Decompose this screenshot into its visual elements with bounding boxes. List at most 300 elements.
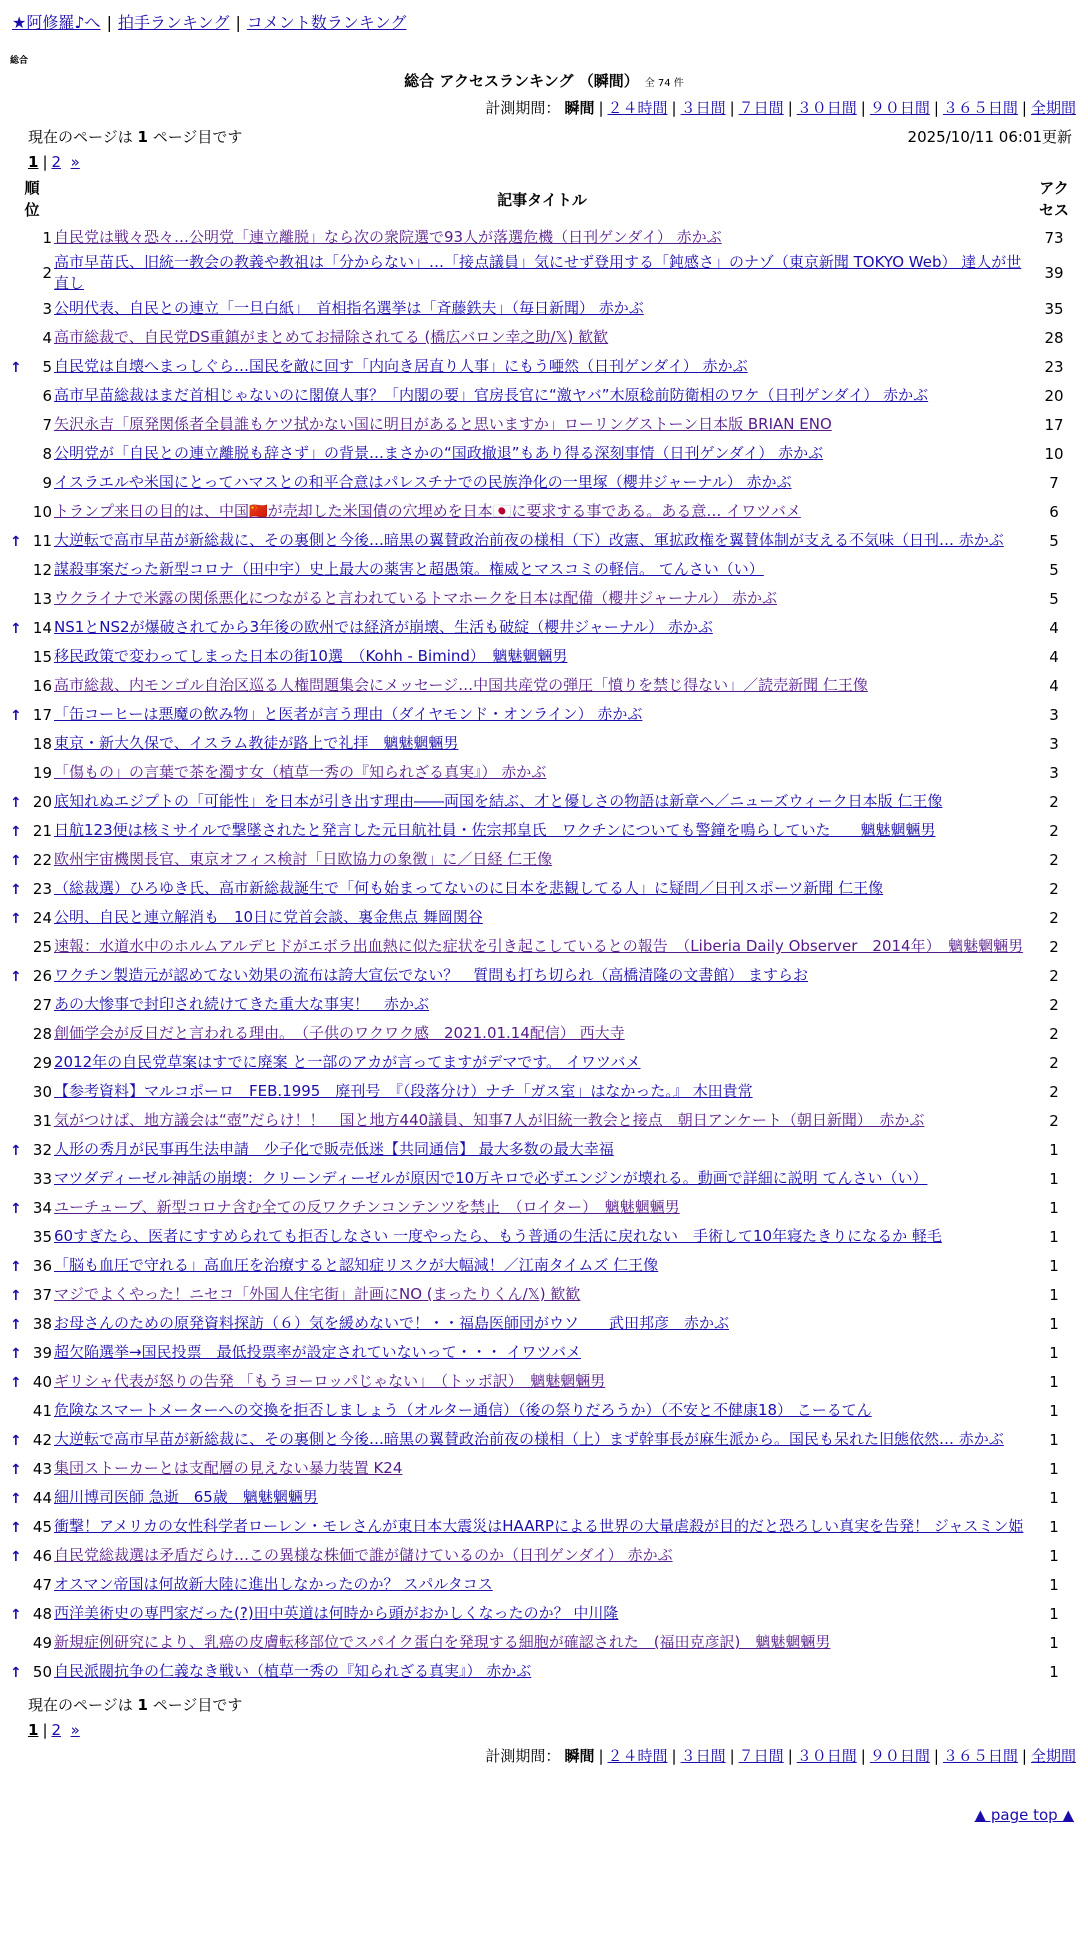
title-cell — [54, 1193, 1030, 1222]
table-row — [10, 294, 1078, 323]
comment-ranking-link[interactable]: コメント数ランキング — [246, 13, 407, 32]
article-link[interactable]: 自民派閥抗争の仁義なき戦い（植草一秀の『知られざる真実』） 赤かぶ — [54, 1662, 532, 1680]
access-count: 1 — [1049, 1314, 1059, 1333]
table-row — [10, 1251, 1078, 1280]
header-title: 記事タイトル — [497, 190, 587, 209]
up-arrow-icon: ↑ — [10, 1461, 22, 1478]
rank-cell — [10, 252, 54, 294]
page-info — [10, 126, 1078, 147]
article-link[interactable]: 自民党は自壊へまっしぐら…国民を敵に回す「内向き居直り人事」にもう唖然（日刊ゲンダイ） 赤かぶ — [54, 357, 748, 375]
article-link[interactable]: 「缶コーヒーは悪魔の飲み物」と医者が言う理由（ダイヤモンド・オンライン） 赤かぶ — [54, 705, 643, 723]
table-row — [10, 1570, 1078, 1599]
period-90d-link[interactable]: ９０日間 — [869, 99, 930, 117]
access-count: 1 — [1049, 1633, 1059, 1652]
table-row — [10, 671, 1078, 700]
access-count: 2 — [1049, 966, 1059, 985]
access-count: 7 — [1049, 473, 1059, 492]
article-link[interactable]: 移民政策で変わってしまった日本の街10選 （Kohh - Bimind） 魑魅魍魎男 — [54, 647, 568, 665]
table-row — [10, 223, 1078, 252]
article-link[interactable]: あの大惨事で封印され続けてきた重大な事実！ 赤かぶ — [54, 995, 430, 1013]
rank-cell — [10, 584, 54, 613]
title-cell — [54, 1454, 1030, 1483]
access-count: 73 — [1044, 228, 1064, 247]
access-count: 4 — [1049, 647, 1059, 666]
access-count: 1 — [1049, 1285, 1059, 1304]
pager-page-2[interactable]: 2 — [51, 1721, 62, 1739]
rank-cell — [10, 526, 54, 555]
rank-cell — [10, 613, 54, 642]
rank-number: 6 — [42, 386, 52, 405]
rank-number: 33 — [32, 1169, 52, 1188]
access-count: 1 — [1049, 1372, 1059, 1391]
up-arrow-icon: ↑ — [10, 968, 22, 985]
rank-cell — [10, 1657, 54, 1686]
period-all-link[interactable]: 全期間 — [1030, 1747, 1076, 1765]
rank-number: 29 — [32, 1053, 52, 1072]
header-rank: 順位 — [24, 179, 40, 219]
title-cell — [54, 874, 1030, 903]
access-count: 28 — [1044, 328, 1064, 347]
access-count: 2 — [1049, 908, 1059, 927]
rank-cell — [10, 729, 54, 758]
rank-number: 15 — [32, 647, 52, 666]
up-arrow-icon: ↑ — [10, 1548, 22, 1565]
period-365d-link[interactable]: ３６５日間 — [942, 1747, 1018, 1765]
rank-number: 9 — [42, 473, 52, 492]
table-row — [10, 555, 1078, 584]
title-cell — [54, 1483, 1030, 1512]
ranking-title: 総合 アクセスランキング （瞬間） — [404, 72, 639, 90]
table-row — [10, 410, 1078, 439]
table-row — [10, 1309, 1078, 1338]
article-link[interactable]: 衝撃！アメリカの女性科学者ローレン・モレさんが東日本大震災はHAARPによる世界の大量虐殺が目的だと恐ろしい真実を告発！ ジャスミン姫 — [54, 1517, 1024, 1535]
title-cell — [54, 352, 1030, 381]
title-cell — [54, 1077, 1030, 1106]
article-link[interactable]: （総裁選）ひろゆき氏、高市新総裁誕生で「何も始まってないのに日本を悲観してる人」に疑問／日刊スポーツ新聞 仁王像 — [54, 879, 884, 897]
period-24h-link[interactable]: ２４時間 — [607, 1747, 668, 1765]
rank-cell — [10, 1367, 54, 1396]
rank-cell — [10, 1396, 54, 1425]
access-count: 2 — [1049, 995, 1059, 1014]
title-cell — [54, 1106, 1030, 1135]
access-count: 1 — [1049, 1227, 1059, 1246]
access-count: 4 — [1049, 618, 1059, 637]
rank-number: 41 — [32, 1401, 52, 1420]
access-count: 5 — [1049, 589, 1059, 608]
period-label: 計測期間： — [485, 99, 561, 117]
period-90d-link[interactable]: ９０日間 — [869, 1747, 930, 1765]
rank-cell — [10, 816, 54, 845]
up-arrow-icon: ↑ — [10, 359, 22, 376]
rank-cell — [10, 497, 54, 526]
rank-number: 13 — [32, 589, 52, 608]
article-link[interactable]: 細川博司医師 急逝 65歳 魑魅魍魎男 — [54, 1488, 318, 1506]
rank-number: 36 — [32, 1256, 52, 1275]
title-cell — [54, 323, 1030, 352]
table-row — [10, 584, 1078, 613]
up-arrow-icon: ↑ — [10, 707, 22, 724]
article-link[interactable]: 大逆転で高市早苗が新総裁に、その裏側と今後…暗黒の翼賛政治前夜の様相（上）まず幹事長が麻生派から。国民も呆れた旧態依然… 赤かぶ — [54, 1430, 1004, 1448]
rank-number: 47 — [32, 1575, 52, 1594]
total-count: 全 74 件 — [644, 78, 684, 89]
rank-cell — [10, 1425, 54, 1454]
article-link[interactable]: マツダディーゼル神話の崩壊：クリーンディーゼルが原因で10万キロで必ずエンジンが壊れる。動画で詳細に説明 てんさい（い） — [54, 1169, 928, 1187]
rank-number: 18 — [32, 734, 52, 753]
table-row — [10, 1396, 1078, 1425]
table-row — [10, 1657, 1078, 1686]
table-row — [10, 252, 1078, 294]
title-cell — [54, 1570, 1030, 1599]
article-link[interactable]: 高市早苗総裁はまだ首相じゃないのに閣僚人事？「内閣の要」官房長官に“激ヤバ”木原稔前防衛相のワケ（日刊ゲンダイ） 赤かぶ — [54, 386, 929, 404]
table-row — [10, 1454, 1078, 1483]
article-link[interactable]: ギリシャ代表が怒りの告発 「もうヨーロッパじゃない」 （トッポ訳） 魑魅魍魎男 — [54, 1372, 606, 1390]
up-arrow-icon: ↑ — [10, 1200, 22, 1217]
up-arrow-icon: ↑ — [10, 1316, 22, 1333]
article-link[interactable]: 謀殺事案だった新型コロナ（田中宇）史上最大の薬害と超愚策。権威とマスコミの軽信。 てんさい（い） — [54, 560, 764, 578]
table-header — [10, 175, 1078, 223]
up-arrow-icon: ↑ — [10, 1287, 22, 1304]
title-cell — [54, 758, 1030, 787]
rank-number: 22 — [32, 850, 52, 869]
up-arrow-icon: ↑ — [10, 823, 22, 840]
rank-cell — [10, 1483, 54, 1512]
table-row — [10, 1599, 1078, 1628]
up-arrow-icon: ↑ — [10, 910, 22, 927]
rank-cell — [10, 845, 54, 874]
clap-ranking-link[interactable]: 拍手ランキング — [117, 13, 230, 32]
article-link[interactable]: ウクライナで米露の関係悪化につながると言われているトマホークを日本は配備（櫻井ジャーナル） 赤かぶ — [54, 589, 777, 607]
up-arrow-icon: ↑ — [10, 1664, 22, 1681]
table-row — [10, 1164, 1078, 1193]
article-link[interactable]: 欧州宇宙機関長官、東京オフィス検討「日欧協力の象徴」に／日経 仁王像 — [54, 850, 553, 868]
table-row — [10, 816, 1078, 845]
ranking-body — [10, 223, 1078, 1686]
rank-cell — [10, 700, 54, 729]
title-cell — [54, 381, 1030, 410]
up-arrow-icon: ↑ — [10, 1142, 22, 1159]
period-30d-link[interactable]: ３０日間 — [796, 1747, 857, 1765]
rank-number: 12 — [32, 560, 52, 579]
table-row — [10, 729, 1078, 758]
rank-number: 20 — [32, 792, 52, 811]
article-link[interactable]: ユーチューブ、新型コロナ含む全ての反ワクチンコンテンツを禁止 （ロイター） 魑魅魍魎男 — [54, 1198, 680, 1216]
article-link[interactable]: 公明、自民と連立解消も 10日に党首会談、裏金焦点 舞岡関谷 — [54, 908, 483, 926]
access-count: 1 — [1049, 1575, 1059, 1594]
article-link[interactable]: 公明代表、自民との連立「一旦白紙」 首相指名選挙は「斉藤鉄夫」（毎日新聞） 赤かぶ — [54, 299, 644, 317]
article-link[interactable]: マジでよくやった！ニセコ「外国人住宅街」計画にNO (まったりくん/𝕏) 歓歓 — [54, 1285, 581, 1303]
up-arrow-icon: ↑ — [10, 620, 22, 637]
page-info-bottom — [10, 1694, 1078, 1715]
article-link[interactable]: 2012年の自民党草案はすでに廃案 と一部のアカが言ってますがデマです。 イワツバメ — [54, 1053, 641, 1071]
rank-cell — [10, 410, 54, 439]
title-cell — [54, 1541, 1030, 1570]
title-cell — [54, 223, 1030, 252]
header-access: アクセス — [1038, 179, 1069, 219]
article-link[interactable]: NS1とNS2が爆破されてから3年後の欧州では経済が崩壊、生活も破綻（櫻井ジャーナル） 赤かぶ — [54, 618, 713, 636]
title-cell — [54, 1280, 1030, 1309]
table-row — [10, 381, 1078, 410]
article-link[interactable]: 「脳も血圧で守れる」高血圧を治療すると認知症リスクが大幅減！／江南タイムズ 仁王像 — [54, 1256, 659, 1274]
table-row — [10, 961, 1078, 990]
rank-cell — [10, 1222, 54, 1251]
title-cell — [54, 787, 1030, 816]
title-cell — [54, 439, 1030, 468]
rank-number: 17 — [32, 705, 52, 724]
access-count: 1 — [1049, 1430, 1059, 1449]
article-link[interactable]: 底知れぬエジプトの「可能性」を日本が引き出す理由――両国を結ぶ、才と優しさの物語は新章へ／ニューズウィーク日本版 仁王像 — [54, 792, 943, 810]
period-3d-link[interactable]: ３日間 — [680, 99, 726, 117]
current-page-text: 現在のページは 1 ページ目です — [28, 1696, 243, 1714]
rank-cell — [10, 1338, 54, 1367]
access-count: 20 — [1044, 386, 1064, 405]
title-cell — [54, 1657, 1030, 1686]
rank-number: 45 — [32, 1517, 52, 1536]
access-count: 2 — [1049, 1024, 1059, 1043]
title-cell — [54, 1048, 1030, 1077]
access-count: 2 — [1049, 1082, 1059, 1101]
rank-number: 3 — [42, 299, 52, 318]
title-cell — [54, 729, 1030, 758]
rank-cell — [10, 294, 54, 323]
up-arrow-icon: ↑ — [10, 852, 22, 869]
title-cell — [54, 1019, 1030, 1048]
title-cell — [54, 671, 1030, 700]
article-link[interactable]: 60すぎたら、医者にすすめられても拒否しなさい 一度やったら、もう普通の生活に戻れない 手術して10年寝たきりになるか 軽毛 — [54, 1227, 942, 1245]
up-arrow-icon: ↑ — [10, 794, 22, 811]
title-cell — [54, 816, 1030, 845]
article-link[interactable]: 矢沢永吉「原発関係者全員誰もケツ拭かない国に明日があると思いますか」ローリングストーン日本版 BRIAN ENO — [54, 415, 832, 433]
table-row — [10, 787, 1078, 816]
access-count: 2 — [1049, 792, 1059, 811]
title-cell — [54, 497, 1030, 526]
table-row — [10, 1367, 1078, 1396]
period-current: 瞬間 — [564, 99, 595, 117]
access-count: 2 — [1049, 850, 1059, 869]
separator: | — [106, 13, 112, 32]
access-count: 3 — [1049, 763, 1059, 782]
title-cell — [54, 468, 1030, 497]
table-row — [10, 874, 1078, 903]
rank-number: 24 — [32, 908, 52, 927]
article-link[interactable]: ワクチン製造元が認めてない効果の流布は誇大宣伝でない？ 質問も打ち切られ（高橋清隆の文書館） ますらお — [54, 966, 809, 984]
period-all-link[interactable]: 全期間 — [1030, 99, 1076, 117]
article-link[interactable]: 公明党が「自民との連立離脱も辞さず」の背景…まさかの“国政撤退”もあり得る深刻事情（日刊ゲンダイ） 赤かぶ — [54, 444, 824, 462]
up-arrow-icon: ↑ — [10, 881, 22, 898]
rank-cell — [10, 1077, 54, 1106]
table-row — [10, 758, 1078, 787]
access-count: 1 — [1049, 1488, 1059, 1507]
access-count: 2 — [1049, 821, 1059, 840]
access-count: 2 — [1049, 879, 1059, 898]
title-cell — [54, 1338, 1030, 1367]
access-count: 1 — [1049, 1517, 1059, 1536]
article-link[interactable]: 高市総裁で、自民党DS重鎮がまとめてお掃除されてる (橋広バロン幸之助/𝕏) 歓歓 — [54, 328, 609, 346]
rank-cell — [10, 1280, 54, 1309]
up-arrow-icon: ↑ — [10, 1606, 22, 1623]
rank-number: 21 — [32, 821, 52, 840]
access-count: 1 — [1049, 1198, 1059, 1217]
ranking-table — [10, 175, 1078, 1686]
rank-number: 7 — [42, 415, 52, 434]
title-cell — [54, 252, 1030, 294]
article-link[interactable]: 高市早苗氏、旧統一教会の教義や教祖は「分からない」…「接点議員」気にせず登用する「鈍感さ」のナゾ（東京新聞 TOKYO Web） 達人が世直し — [54, 253, 1022, 292]
pager-next[interactable]: » — [70, 153, 80, 171]
table-row — [10, 1628, 1078, 1657]
rank-number: 14 — [32, 618, 52, 637]
up-arrow-icon: ↑ — [10, 533, 22, 550]
rank-cell — [10, 352, 54, 381]
article-link[interactable]: 集団ストーカーとは支配層の見えない暴力装置 K24 — [54, 1459, 403, 1477]
period-365d-link[interactable]: ３６５日間 — [942, 99, 1018, 117]
period-24h-link[interactable]: ２４時間 — [607, 99, 668, 117]
table-row — [10, 1106, 1078, 1135]
title-cell — [54, 584, 1030, 613]
period-3d-link[interactable]: ３日間 — [680, 1747, 726, 1765]
access-count: 1 — [1049, 1256, 1059, 1275]
article-link[interactable]: イスラエルや米国にとってハマスとの和平合意はパレスチナでの民族浄化の一里塚（櫻井ジャーナル） 赤かぶ — [54, 473, 792, 491]
rank-number: 40 — [32, 1372, 52, 1391]
table-row — [10, 1222, 1078, 1251]
table-row — [10, 903, 1078, 932]
rank-number: 34 — [32, 1198, 52, 1217]
rank-number: 2 — [42, 264, 52, 282]
home-link[interactable]: ★阿修羅♪へ — [12, 13, 101, 32]
access-count: 39 — [1044, 264, 1064, 282]
rank-cell — [10, 990, 54, 1019]
access-count: 4 — [1049, 676, 1059, 695]
access-count: 1 — [1049, 1140, 1059, 1159]
rank-cell — [10, 874, 54, 903]
table-row — [10, 526, 1078, 555]
rank-number: 32 — [32, 1140, 52, 1159]
title-cell — [54, 294, 1030, 323]
article-link[interactable]: 速報：水道水中のホルムアルデヒドがエボラ出血熱に似た症状を引き起こしているとの報告 （Liberia Daily Observer 2014年） 魑魅魍魎男 — [54, 937, 1024, 955]
access-count: 17 — [1044, 415, 1064, 434]
article-link[interactable]: 高市総裁、内モンゴル自治区巡る人権問題集会にメッセージ…中国共産党の弾圧「憤りを禁じ得ない」／読売新聞 仁王像 — [54, 676, 868, 694]
rank-number: 28 — [32, 1024, 52, 1043]
title-cell — [54, 1599, 1030, 1628]
rank-cell — [10, 787, 54, 816]
title-cell — [54, 1222, 1030, 1251]
period-7d-link[interactable]: ７日間 — [738, 1747, 784, 1765]
article-link[interactable]: トランプ来日の目的は、中国🇨🇳が売却した米国債の穴埋めを日本🇯🇵に要求する事である。ある意… イワツバメ — [54, 502, 801, 520]
access-count: 2 — [1049, 1111, 1059, 1130]
article-link[interactable]: 日航123便は核ミサイルで撃墜されたと発言した元日航社員・佐宗邦皇氏 ワクチンについても警鐘を鳴らしていた 魑魅魍魎男 — [54, 821, 936, 839]
access-count: 1 — [1049, 1546, 1059, 1565]
rank-number: 35 — [32, 1227, 52, 1246]
title-cell — [54, 845, 1030, 874]
article-link[interactable]: 大逆転で高市早苗が新総裁に、その裏側と今後…暗黒の翼賛政治前夜の様相（下）改憲、軍拡政権を翼賛体制が支える不気味（日刊… 赤かぶ — [54, 531, 1004, 549]
article-link[interactable]: 創価学会が反日だと言われる理由。 （子供のワクワク感 2021.01.14配信） 西大寺 — [54, 1024, 625, 1042]
article-link[interactable]: 新規症例研究により、乳癌の皮膚転移部位でスパイク蛋白を発現する細胞が確認された (福田克彦訳) 魑魅魍魎男 — [54, 1633, 831, 1651]
rank-number: 27 — [32, 995, 52, 1014]
rank-cell — [10, 1541, 54, 1570]
rank-number: 10 — [32, 502, 52, 521]
table-row — [10, 497, 1078, 526]
pager-current[interactable]: 1 — [28, 1721, 39, 1739]
article-link[interactable]: 気がつけば、地方議会は“壺”だらけ！！ 国と地方440議員、知事7人が旧統一教会と接点 朝日アンケート（朝日新聞） 赤かぶ — [54, 1111, 925, 1129]
rank-cell — [10, 1454, 54, 1483]
access-count: 1 — [1049, 1401, 1059, 1420]
article-link[interactable]: 東京・新大久保で、イスラム教徒が路上で礼拝 魑魅魍魎男 — [54, 734, 459, 752]
table-row — [10, 1338, 1078, 1367]
rank-cell — [10, 1048, 54, 1077]
title-cell — [54, 903, 1030, 932]
rank-number: 39 — [32, 1343, 52, 1362]
title-cell — [54, 642, 1030, 671]
table-row — [10, 1280, 1078, 1309]
table-row — [10, 613, 1078, 642]
table-row — [10, 1193, 1078, 1222]
pager-bottom: 1 | 2 » — [28, 1721, 80, 1739]
current-page-text: 現在のページは 1 ページ目です — [28, 128, 243, 146]
up-arrow-icon: ↑ — [10, 1519, 22, 1536]
table-row — [10, 845, 1078, 874]
article-link[interactable]: 危険なスマートメーターへの交換を拒否しましょう（オルター通信）（後の祭りだろうか）（不安と不健康18） こーるてん — [54, 1401, 872, 1419]
access-count: 3 — [1049, 734, 1059, 753]
access-count: 1 — [1049, 1662, 1059, 1681]
access-count: 35 — [1044, 299, 1064, 318]
rank-cell — [10, 1106, 54, 1135]
pager-current[interactable]: 1 — [28, 153, 39, 171]
title-cell — [54, 1309, 1030, 1338]
article-link[interactable]: 西洋美術史の専門家だった(?)田中英道は何時から頭がおかしくなったのか？ 中川隆 — [54, 1604, 619, 1622]
title-cell — [54, 1425, 1030, 1454]
rank-cell — [10, 223, 54, 252]
rank-cell — [10, 468, 54, 497]
rank-cell — [10, 961, 54, 990]
rank-cell — [10, 903, 54, 932]
period-current: 瞬間 — [564, 1747, 595, 1765]
article-link[interactable]: 自民党総裁選は矛盾だらけ…この異様な株価で誰が儲けているのか（日刊ゲンダイ） 赤かぶ — [54, 1546, 673, 1564]
article-link[interactable]: オスマン帝国は何故新大陸に進出しなかったのか？ スパルタコス — [54, 1575, 493, 1593]
title-cell — [54, 1628, 1030, 1657]
rank-cell — [10, 1599, 54, 1628]
rank-number: 43 — [32, 1459, 52, 1478]
rank-number: 46 — [32, 1546, 52, 1565]
table-row — [10, 990, 1078, 1019]
rank-cell — [10, 671, 54, 700]
pager-page-2[interactable]: 2 — [51, 153, 62, 171]
rank-number: 38 — [32, 1314, 52, 1333]
up-arrow-icon: ↑ — [10, 1490, 22, 1507]
title-cell — [54, 1135, 1030, 1164]
rank-cell — [10, 1135, 54, 1164]
title-cell — [54, 526, 1030, 555]
rank-number: 50 — [32, 1662, 52, 1681]
page-title — [10, 70, 1078, 91]
article-link[interactable]: 超欠陥選挙→国民投票 最低投票率が設定されていないって・・・ イワツバメ — [54, 1343, 582, 1361]
rank-number: 4 — [42, 328, 52, 347]
article-link[interactable]: 【参考資料】マルコポーロ FEB.1995 廃刊号 『（段落分け）ナチ「ガス室」はなかった。』 木田貴常 — [54, 1082, 753, 1100]
article-link[interactable]: 自民党は戦々恐々…公明党「連立離脱」なら次の衆院選で93人が落選危機（日刊ゲンダイ） 赤かぶ — [54, 228, 722, 246]
rank-cell — [10, 555, 54, 584]
title-cell — [54, 700, 1030, 729]
period-30d-link[interactable]: ３０日間 — [796, 99, 857, 117]
article-link[interactable]: 人形の秀月が民事再生法申請 少子化で販売低迷【共同通信】 最大多数の最大幸福 — [54, 1140, 614, 1158]
article-link[interactable]: 「傷もの」の言葉で茶を濁す女（植草一秀の『知られざる真実』） 赤かぶ — [54, 763, 547, 781]
table-row — [10, 932, 1078, 961]
pager-next[interactable]: » — [70, 1721, 80, 1739]
period-7d-link[interactable]: ７日間 — [738, 99, 784, 117]
article-link[interactable]: お母さんのための原発資料探訪（６）気を緩めないで！・・福島医師団がウソ 武田邦彦 赤かぶ — [54, 1314, 730, 1332]
rank-number: 26 — [32, 966, 52, 985]
rank-number: 8 — [42, 444, 52, 463]
rank-cell — [10, 642, 54, 671]
title-cell — [54, 1512, 1030, 1541]
table-row — [10, 468, 1078, 497]
page-top-link[interactable]: ▲ page top ▲ — [974, 1806, 1074, 1824]
